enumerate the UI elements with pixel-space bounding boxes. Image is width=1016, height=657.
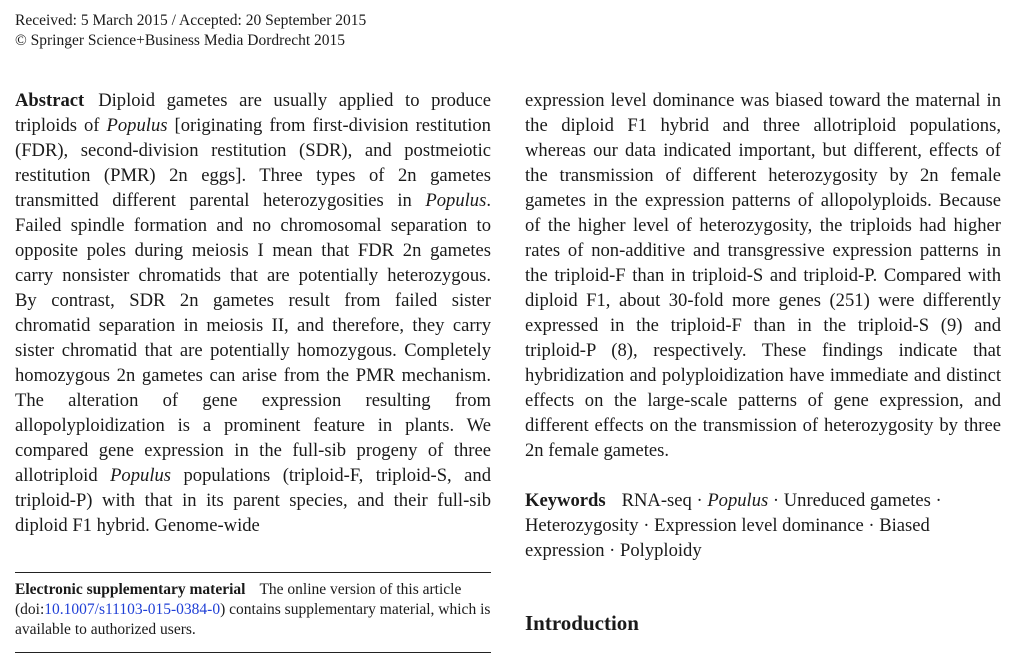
supplementary-note: Electronic supplementary material The online version of this article (doi:10.1007/s11103-015-0384-0) contains supplementary material, which is available to authorized users. [15,581,491,638]
abstract-label: Abstract [15,90,85,111]
abstract-text-right: expression level dominance was biased toward the maternal in the diploid F1 hybrid and three allotriploid populations, whereas our data indicated important, but different, effects of the transmission of different heterozygosity by 2n female gametes in the expression patterns of allopolyploids. Because of the higher level of heterozygosity, the triploids had higher rates of non-additive and transgressive expression patterns in the triploid-F than in triploid-S and triploid-P. Compared with diploid F1, about 30-fold more genes (251) were differently expressed in the triploid-F than in the triploid-S (9) and triploid-P (8), respectively. These findings indicate that hybridization and polyploidization have immediate and distinct effects on the large-scale patterns of gene expression, and different effects on the transmission of heterozygosity by three 2n female gametes. [525,90,1001,461]
footnote-rule-top [15,572,491,573]
copyright-line: © Springer Science+Business Media Dordrecht 2015 [15,32,346,49]
supplementary-label: Electronic supplementary material [15,581,246,598]
footnote-rule-bottom [15,652,491,653]
keywords: Keywords RNA-seq · Populus · Unreduced gametes · Heterozygosity · Expression level dominance · Biased expression · Polyploidy [525,490,942,561]
introduction-heading: Introduction [525,611,639,635]
abstract-column-left [15,88,491,538]
keywords-label: Keywords [525,490,606,511]
abstract-column-right [525,88,1001,463]
abstract-text-left: Abstract Diploid gametes are usually applied to produce triploids of Populus [originating from first-division restitution (FDR), second-division restitution (SDR), and postmeiotic restitution (PMR) 2n eggs]. Three types of 2n gametes transmitted different parental heterozygosities in Populus. Failed spindle formation and no chromosomal separation to opposite poles during meiosis I mean that FDR 2n gametes carry nonsister chromatids that are potentially heterozygous. By contrast, SDR 2n gametes result from failed sister chromatid separation in meiosis II, and therefore, they carry sister chromatid that are potentially homozygous. Completely homozygous 2n gametes can arise from the PMR mechanism. The alteration of gene expression resulting from allopolyploidization is a prominent feature in plants. We compared gene expression in the full-sib progeny of three allotriploid Populus populations (triploid-F, triploid-S, and triploid-P) with that in its parent species, and their full-sib diploid F1 hybrid. Genome-wide [15,90,491,536]
received-accepted-line: Received: 5 March 2015 / Accepted: 20 September 2015 [15,12,367,29]
article-history [15,11,366,51]
doi-link[interactable]: 10.1007/s11103-015-0384-0 [44,601,221,618]
